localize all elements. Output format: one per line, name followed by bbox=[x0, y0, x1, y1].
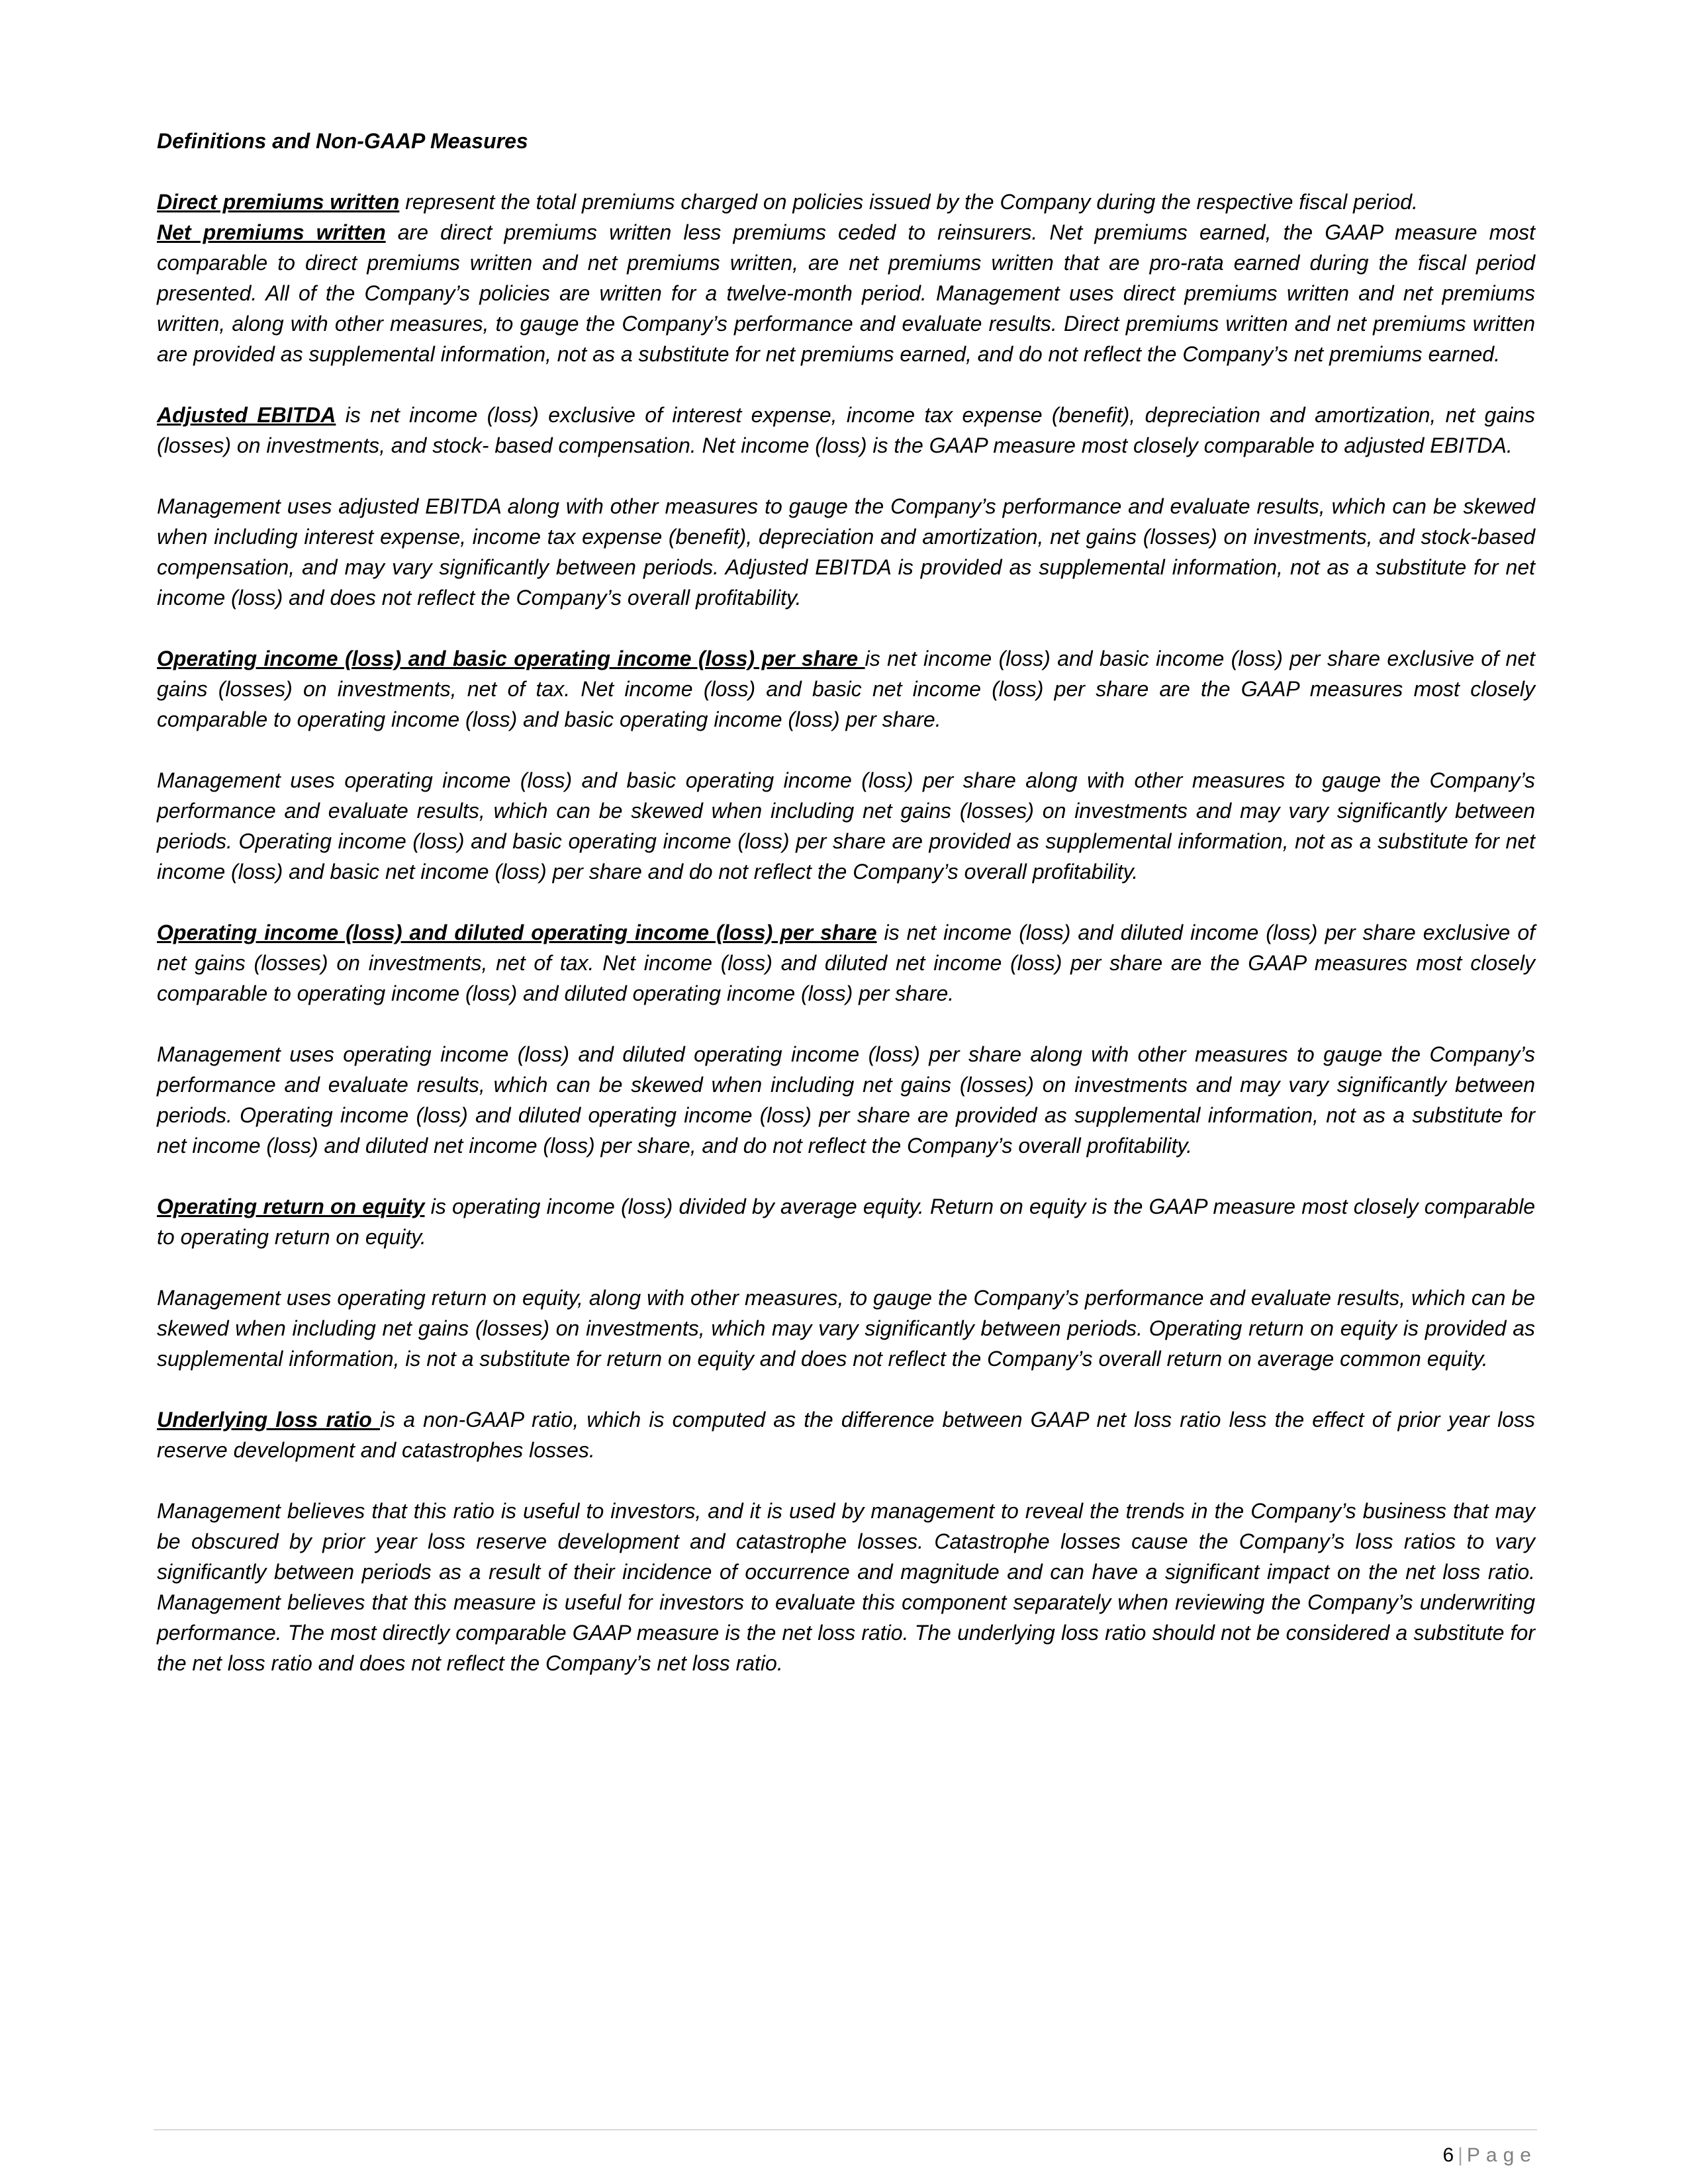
page-footer bbox=[1390, 2144, 1537, 2167]
definition-text: represent the total premiums charged on policies issued by the Company during the respective fiscal period. bbox=[399, 190, 1418, 214]
definition-operating-income-basic bbox=[157, 643, 1535, 735]
footer-separator: | bbox=[1458, 2144, 1463, 2166]
term-underlying-loss-ratio: Underlying loss ratio bbox=[157, 1408, 380, 1432]
definition-text: is a non-GAAP ratio, which is computed as the difference between GAAP net loss ratio less the effect of prior year loss reserve development and catastrophes losses. bbox=[157, 1408, 1536, 1462]
term-operating-return-on-equity: Operating return on equity bbox=[157, 1195, 425, 1218]
definition-text: is net income (loss) exclusive of interest expense, income tax expense (benefit), depreciation and amortization, net gains (losses) on investments, and stock- based compensation. Net income (loss) is the GAAP measure most closely comparable to adjusted EBITDA. bbox=[157, 403, 1536, 457]
term-direct-premiums-written: Direct premiums written bbox=[157, 190, 400, 214]
definition-net-premiums-written bbox=[157, 217, 1535, 369]
definition-text: are direct premiums written less premiums ceded to reinsurers. Net premiums earned, the GAAP measure most comparable to direct premiums written and net premiums written, are net premiums written that are pro-rata earned during the fiscal period presented. All of the Company’s policies are written for a twelve-month period. Management uses direct premiums written and net premiums written, along with other measures, to gauge the Company’s performance and evaluate results. Direct premiums written and net premiums written are provided as supplemental information, not as a substitute for net premiums earned, and do not reflect the Company’s net premiums earned. bbox=[157, 220, 1536, 366]
definition-underlying-loss-ratio bbox=[157, 1404, 1535, 1465]
page-content bbox=[157, 126, 1535, 1709]
footer-divider bbox=[154, 2129, 1537, 2130]
page-heading: Definitions and Non-GAAP Measures bbox=[157, 129, 528, 153]
paragraph-ebitda-management: Management uses adjusted EBITDA along with other measures to gauge the Company’s performance and evaluate results, which can be skewed when including interest expense, income tax expense (benefit), depreciation and amortization, net gains (losses) on investments, and stock-based compensation, and may vary significantly between periods. Adjusted EBITDA is provided as supplemental information, not as a substitute for net income (loss) and does not reflect the Company’s overall profitability. bbox=[157, 494, 1535, 610]
paragraph-underlying-loss-ratio-management: Management believes that this ratio is useful to investors, and it is used by management to reveal the trends in the Company’s business that may be obscured by prior year loss reserve development and catastrophe losses. Catastrophe losses cause the Company’s loss ratios to vary significantly between periods as a result of their incidence of occurrence and magnitude and can have a significant impact on the net loss ratio. Management believes that this measure is useful for investors to evaluate this component separately when reviewing the Company’s underwriting performance. The most directly comparable GAAP measure is the net loss ratio. The underlying loss ratio should not be considered a substitute for the net loss ratio and does not reflect the Company’s net loss ratio. bbox=[157, 1499, 1535, 1675]
definition-direct-premiums-written bbox=[157, 187, 1535, 217]
definition-text: is operating income (loss) divided by average equity. Return on equity is the GAAP measure most closely comparable to operating return on equity. bbox=[157, 1195, 1536, 1249]
term-adjusted-ebitda: Adjusted EBITDA bbox=[157, 403, 336, 427]
paragraph-operating-income-basic-management: Management uses operating income (loss) and basic operating income (loss) per share along with other measures to gauge the Company’s performance and evaluate results, which can be skewed when including net gains (losses) on investments and may vary significantly between periods. Operating income (loss) and basic operating income (loss) per share are provided as supplemental information, not as a substitute for net income (loss) and basic net income (loss) per share and do not reflect the Company’s overall profitability. bbox=[157, 768, 1535, 884]
paragraph-return-on-equity-management: Management uses operating return on equity, along with other measures, to gauge the Company’s performance and evaluate results, which can be skewed when including net gains (losses) on investments, which may vary significantly between periods. Operating return on equity is provided as supplemental information, is not a substitute for return on equity and does not reflect the Company’s overall return on average common equity. bbox=[157, 1286, 1535, 1371]
term-operating-income-diluted: Operating income (loss) and diluted operating income (loss) per share bbox=[157, 921, 877, 944]
definition-text: is net income (loss) and diluted income (loss) per share exclusive of net gains (losses) on investments, net of tax. Net income (loss) and diluted net income (loss) per share are the GAAP measures most closely comparable to operating income (loss) and diluted operating income (loss) per share. bbox=[157, 921, 1536, 1005]
definition-text: is net income (loss) and basic income (loss) per share exclusive of net gains (losses) on investments, net of tax. Net income (loss) and basic net income (loss) per share are the GAAP measures most closely comparable to operating income (loss) and basic operating income (loss) per share. bbox=[157, 647, 1536, 731]
definition-operating-income-diluted bbox=[157, 917, 1535, 1009]
definition-adjusted-ebitda bbox=[157, 400, 1535, 461]
page-number: 6 bbox=[1442, 2144, 1454, 2166]
term-operating-income-basic: Operating income (loss) and basic operating income (loss) per share bbox=[157, 647, 865, 670]
page-label: Page bbox=[1466, 2144, 1537, 2166]
paragraph-operating-income-diluted-management: Management uses operating income (loss) and diluted operating income (loss) per share along with other measures to gauge the Company’s performance and evaluate results, which can be skewed when including net gains (losses) on investments and may vary significantly between periods. Operating income (loss) and diluted operating income (loss) per share are provided as supplemental information, not as a substitute for net income (loss) and diluted net income (loss) per share, and do not reflect the Company’s overall profitability. bbox=[157, 1042, 1535, 1158]
term-net-premiums-written: Net premiums written bbox=[157, 220, 386, 244]
definition-operating-return-on-equity bbox=[157, 1191, 1535, 1252]
